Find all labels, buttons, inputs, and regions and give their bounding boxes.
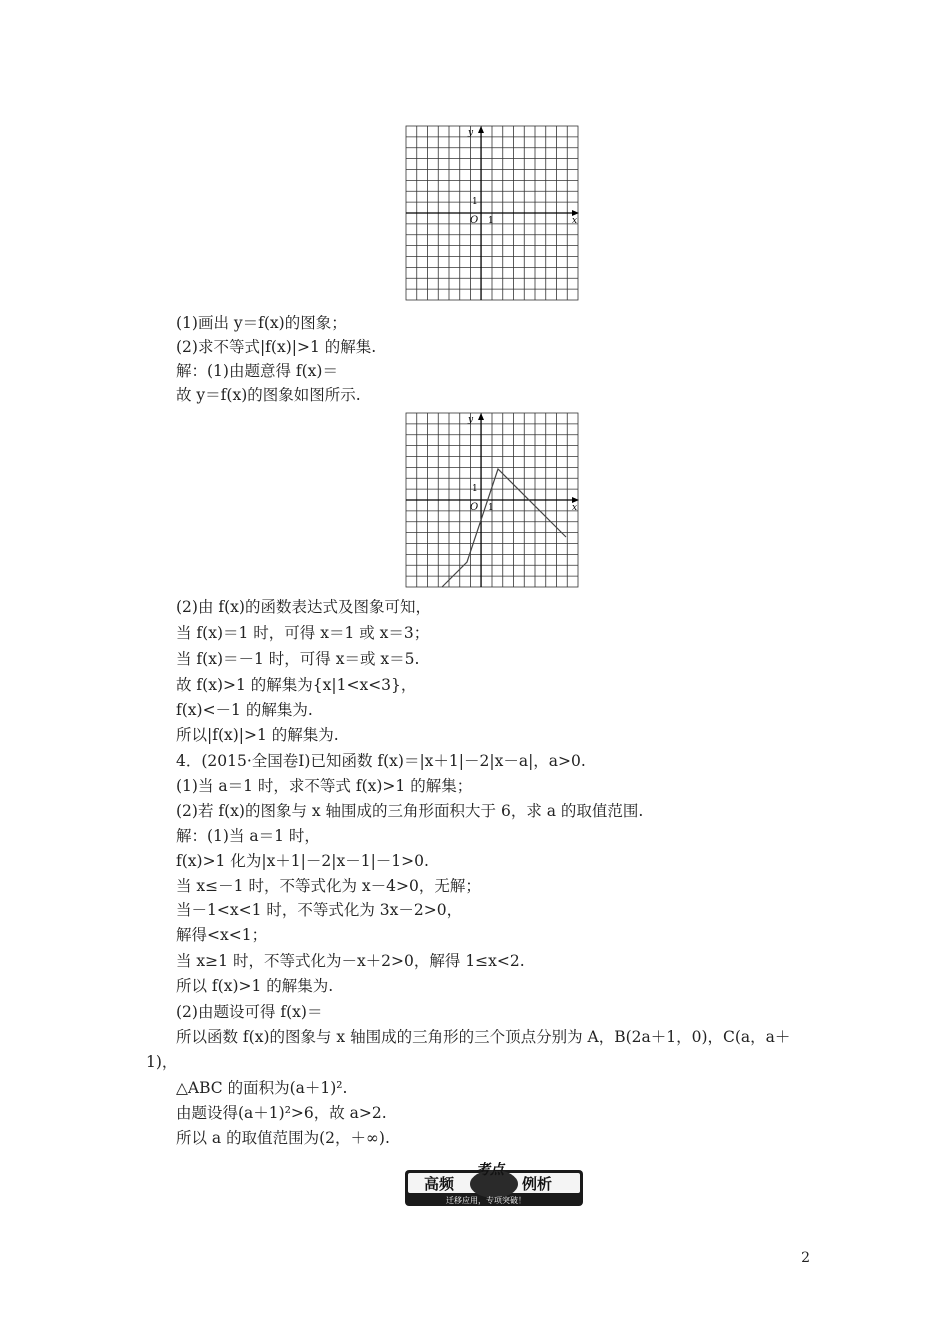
banner-title-right: 例析 [522,1175,553,1193]
text-line: 所以函数 f(x)的图象与 x 轴围成的三角形的三个顶点分别为 A，B(2a＋1，0)，C(a，a＋ [176,1028,791,1046]
text-line: 当 x≤－1 时，不等式化为 x－4>0，无解； [176,877,481,895]
text-line: 由题设得(a＋1)²>6，故 a>2. [176,1104,387,1122]
x-unit-label: 1 [488,503,494,513]
y-axis-label: y [468,128,474,138]
text-line: 4．(2015·全国卷Ⅰ)已知函数 f(x)＝|x＋1|－2|x－a|，a>0. [176,752,586,770]
text-line: 当－1<x<1 时，不等式化为 3x－2>0， [176,901,463,919]
x-unit-label: 1 [488,216,494,226]
text-line: (2)由 f(x)的函数表达式及图象可知， [176,598,431,616]
text-line: 故 f(x)>1 的解集为{x|1<x<3}， [176,676,417,694]
y-unit-label: 1 [472,484,478,494]
text-line: 解：(1)由题意得 f(x)＝ [176,362,338,380]
text-line: 当 f(x)＝－1 时，可得 x＝或 x＝5. [176,650,420,668]
page-number: 2 [801,1250,810,1266]
grid-svg-1 [404,124,580,304]
function-graph [404,411,580,591]
text-line: 所以|f(x)|>1 的解集为. [176,726,339,744]
text-line: f(x)<－1 的解集为. [176,701,313,719]
y-unit-label: 1 [472,197,478,207]
text-line: f(x)>1 化为|x＋1|－2|x－1|－1>0. [176,852,429,870]
grid-svg-2 [404,411,580,591]
text-line: (1)画出 y＝f(x)的图象； [176,314,347,332]
origin-label: O [470,215,479,226]
function-curve [442,469,566,587]
y-axis-label: y [468,415,474,425]
banner-subtitle: 迁移应用，专项突破！ [446,1196,526,1205]
text-line: (2)若 f(x)的图象与 x 轴围成的三角形面积大于 6，求 a 的取值范围. [176,802,644,820]
empty-grid-graph [404,124,580,304]
text-line: △ABC 的面积为(a＋1)². [176,1079,348,1097]
origin-label: O [470,502,479,513]
text-line: (2)求不等式|f(x)|>1 的解集. [176,338,377,356]
x-axis-label: x [572,503,578,513]
text-line: (2)由题设可得 f(x)＝ [176,1003,323,1021]
text-line: (1)当 a＝1 时，求不等式 f(x)>1 的解集； [176,777,473,795]
text-line: 所以 f(x)>1 的解集为. [176,977,334,995]
text-line: 当 x≥1 时，不等式化为－x＋2>0，解得 1≤x<2. [176,952,525,970]
text-line: 解得<x<1； [176,926,268,944]
text-line: 1)， [146,1053,178,1071]
banner-title-left: 高频 [424,1175,455,1193]
section-banner [404,1160,584,1208]
x-axis-label: x [572,216,578,226]
text-line: 故 y＝f(x)的图象如图所示. [176,386,361,404]
text-line: 所以 a 的取值范围为(2，＋∞). [176,1129,390,1147]
text-line: 当 f(x)＝1 时，可得 x＝1 或 x＝3； [176,624,430,642]
banner-title-mid: 考点 [476,1162,504,1178]
text-line: 解：(1)当 a＝1 时， [176,827,320,845]
